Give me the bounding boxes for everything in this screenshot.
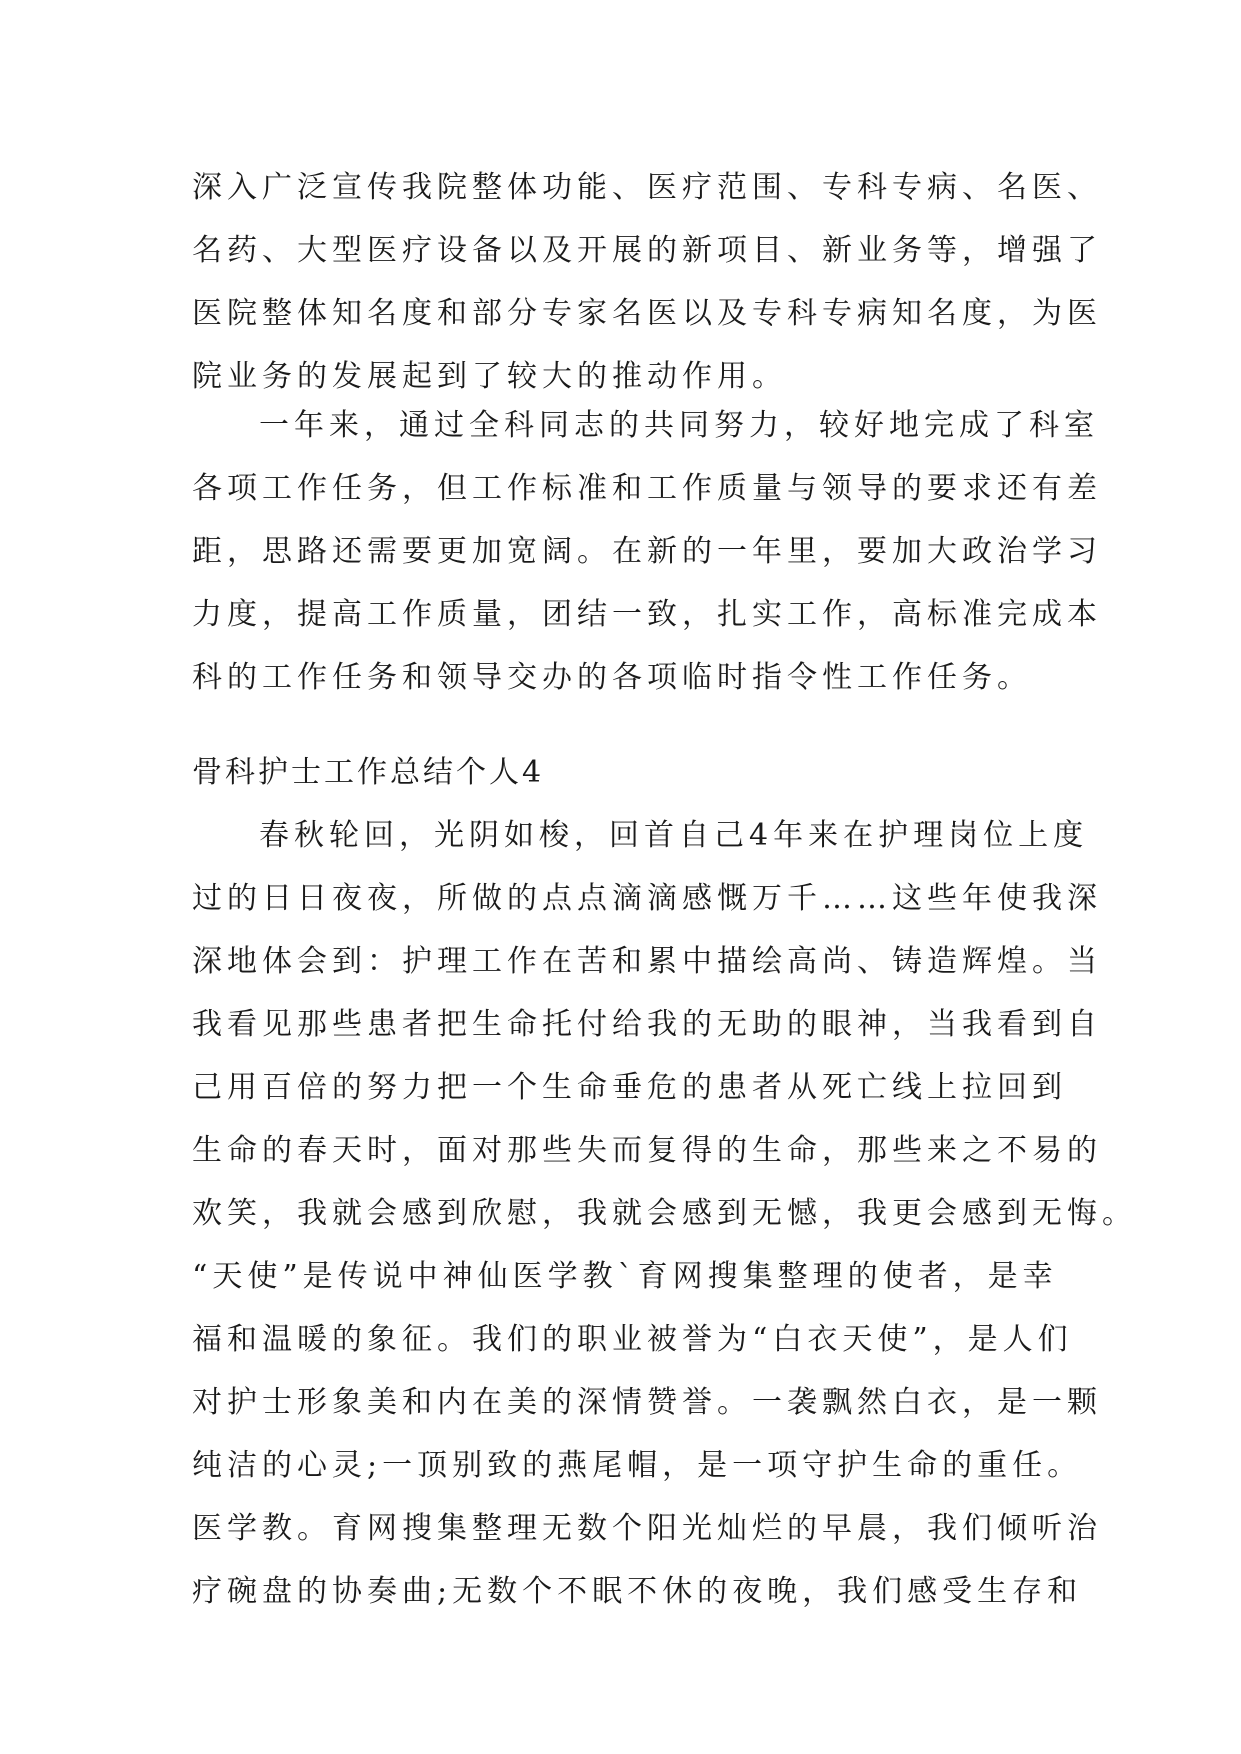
paragraph-summary (192, 394, 1102, 709)
text-line: 疗碗盘的协奏曲;无数个不眠不休的夜晚，我们感受生存和 (192, 1574, 1083, 1609)
section-heading: 骨科护士工作总结个人4 (192, 755, 545, 790)
paragraph-body (192, 804, 1137, 1623)
text-line: 各项工作任务，但工作标准和工作质量与领导的要求还有差 (192, 471, 1102, 506)
text-line: 春秋轮回，光阴如梭，回首自己4年来在护理岗位上度 (259, 818, 1089, 853)
text-line: 医院整体知名度和部分专家名医以及专科专病知名度，为医 (192, 296, 1102, 331)
text-line: “天使”是传说中神仙医学教`育网搜集整理的使者，是幸 (192, 1259, 1058, 1294)
paragraph-continued (192, 156, 1102, 408)
text-line: 院业务的发展起到了较大的推动作用。 (192, 359, 787, 394)
text-line: 深入广泛宣传我院整体功能、医疗范围、专科专病、名医、 (192, 170, 1102, 205)
text-line: 己用百倍的努力把一个生命垂危的患者从死亡线上拉回到 (192, 1070, 1067, 1105)
text-line: 欢笑，我就会感到欣慰，我就会感到无憾，我更会感到无悔。 (192, 1196, 1137, 1231)
text-line: 对护士形象美和内在美的深情赞誉。一袭飘然白衣，是一颗 (192, 1385, 1102, 1420)
text-line: 名药、大型医疗设备以及开展的新项目、新业务等，增强了 (192, 233, 1102, 268)
text-line: 力度，提高工作质量，团结一致，扎实工作，高标准完成本 (192, 597, 1102, 632)
text-line: 科的工作任务和领导交办的各项临时指令性工作任务。 (192, 660, 1032, 695)
text-line: 距，思路还需要更加宽阔。在新的一年里，要加大政治学习 (192, 534, 1102, 569)
text-line: 深地体会到：护理工作在苦和累中描绘高尚、铸造辉煌。当 (192, 944, 1102, 979)
text-line: 过的日日夜夜，所做的点点滴滴感慨万千……这些年使我深 (192, 881, 1102, 916)
text-line: 纯洁的心灵;一顶别致的燕尾帽，是一项守护生命的重任。 (192, 1448, 1083, 1483)
text-line: 一年来，通过全科同志的共同努力，较好地完成了科室 (259, 408, 1099, 443)
text-line: 生命的春天时，面对那些失而复得的生命，那些来之不易的 (192, 1133, 1102, 1168)
text-line: 医学教。育网搜集整理无数个阳光灿烂的早晨，我们倾听治 (192, 1511, 1102, 1546)
text-line: 我看见那些患者把生命托付给我的无助的眼神，当我看到自 (192, 1007, 1102, 1042)
text-line: 福和温暖的象征。我们的职业被誉为“白衣天使”，是人们 (192, 1322, 1073, 1357)
